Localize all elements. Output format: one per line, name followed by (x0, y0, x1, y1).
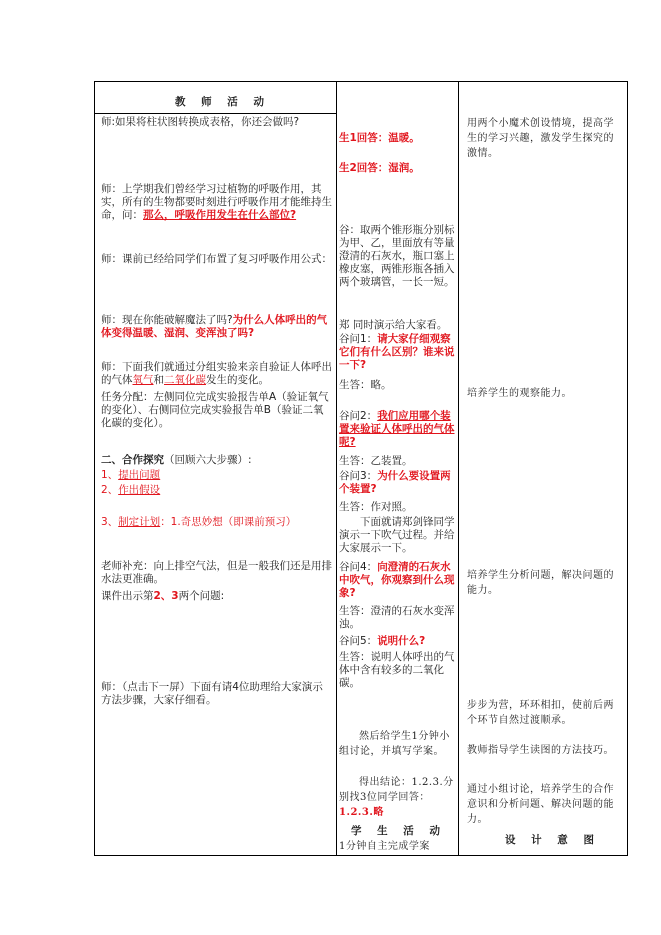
step-label: 作出假设 (118, 484, 161, 496)
step-number: 3、 (101, 516, 119, 528)
teacher-paragraph-magic (101, 314, 333, 340)
text: 师：现在你能破解魔法了吗? (101, 314, 233, 326)
student-activity-column (337, 82, 458, 855)
key-question: 那么，呼吸作用发生在什么部位? (143, 209, 297, 221)
step-label: 制定计划 (118, 516, 161, 528)
text: 老师补充：向上排空气法，但是一般我们还是用排水法更准确。 (101, 560, 332, 585)
question-numbers: 2、3 (153, 590, 179, 602)
key-question: 请大家仔细观察它们有什么区别？谁来说一下? (339, 333, 455, 371)
teacher-demo-intro (101, 681, 333, 707)
key-question: 说明什么? (377, 635, 426, 647)
design-note-3: 培养学生分析问题，解决问题的能力。 (467, 570, 614, 596)
student-answer-2: 生2回答：湿润。 (339, 162, 420, 174)
text: 得出结论：1.2.3.分别找3位同学回答： (339, 777, 454, 803)
student-answer-q2: 生答：乙装置。 (339, 455, 413, 467)
co2-text: 二氧化碳 (164, 374, 206, 386)
gu-demo-text: 谷：取两个锥形瓶分别标为甲、乙，里面放有等量澄清的石灰水，瓶口塞上橡皮塞，两锥形瓶各插入两个玻璃管，一长一短。 (339, 224, 455, 288)
courseware-questions (101, 590, 333, 603)
cooperative-inquiry (101, 454, 333, 467)
text: 发生的变化。 (206, 374, 269, 386)
design-note-5: 教师指导学生读图的方法技巧。 (467, 745, 614, 756)
lesson-table (94, 81, 628, 856)
zheng-blowing-demo: 下面就请郑剑锋同学演示一下吹气过程。并给大家展示一下。 (339, 516, 455, 554)
text: 师：（点击下一屏）下面有请4位助理给大家演示方法步骤，大家仔细看。 (101, 681, 323, 706)
student-answer-q1: 生答：略。 (339, 379, 392, 391)
teacher-supplement (101, 560, 333, 586)
gu-question-3 (339, 470, 455, 496)
key-question: 为什么要设置两个装置? (339, 470, 451, 495)
text: 师：上学期我们曾经学习过植物的呼吸作用，其实，所有的生物都要时刻进行呼吸作用才能维持生命，问： (101, 183, 332, 221)
zheng-demo-text: 郑 同时演示给大家看。 (339, 319, 448, 331)
gu-question-1 (339, 333, 455, 372)
text: 谷问3： (339, 470, 378, 482)
text: 师:如果将柱状图转换成表格，你还会做吗? (101, 116, 300, 128)
student-answer-q3: 生答：作对照。 (339, 501, 413, 513)
step-number: 2、 (101, 484, 119, 496)
key-question: 为什么人体呼出的气体变得温暖、湿润、变浑浊了吗? (101, 314, 328, 339)
text: 师：下面我们就通过分组实验来亲自验证人体呼出的气体 (101, 361, 332, 386)
step-number: 1、 (101, 469, 119, 481)
task-assignment (101, 391, 333, 430)
text: （回顾六大步骤）: (164, 454, 252, 466)
oxygen-text: 氧气 (132, 374, 154, 386)
text: 师：课前已经给同学们布置了复习呼吸作用公式： (101, 253, 332, 265)
conclusion (339, 775, 457, 820)
step-2 (101, 484, 160, 497)
group-discussion: 然后给学生1分钟小组讨论，并填写学案。 (339, 731, 450, 757)
design-note-6: 通过小组讨论，培养学生的合作意识和分析问题、解决问题的能力。 (467, 784, 614, 825)
text: 谷问5： (339, 635, 378, 647)
teacher-activity-column (95, 82, 336, 855)
gu-question-4 (339, 561, 455, 600)
teacher-activity-header: 教 师 活 动 (175, 96, 270, 108)
text: 课件出示第 (101, 590, 154, 602)
text: 任务分配：左侧同位完成实验报告单A（验证氧气的变化）、右侧同位完成实验报告单B（验证二氧化碳的变化）。 (101, 391, 329, 429)
student-activity-header: 学 生 活 动 (351, 825, 446, 837)
design-intent-column (459, 82, 629, 855)
design-intent-header: 设 计 意 图 (505, 834, 600, 846)
text: 谷问1： (339, 333, 378, 345)
teacher-paragraph-experiment (101, 361, 333, 387)
student-answer-1: 生1回答：温暖。 (339, 132, 420, 144)
student-answer-q5: 生答：说明人体呼出的气体中含有较多的二氧化碳。 (339, 651, 455, 689)
key-question: 我们应用哪个装置来验证人体呼出的气体呢? (339, 410, 455, 448)
design-note-4: 步步为营，环环相扣，使前后两个环节自然过渡顺承。 (467, 700, 614, 726)
key-question: 向澄清的石灰水中吹气，你观察到什么现象? (339, 561, 455, 599)
teacher-paragraph-respiration (101, 183, 333, 222)
text: 两个问题: (178, 590, 225, 602)
step-detail: ：1.奇思妙想（即课前预习） (160, 516, 297, 528)
text: 和 (153, 374, 164, 386)
teacher-question-1 (101, 116, 333, 129)
gu-question-5 (339, 635, 455, 648)
step-1 (101, 469, 160, 482)
step-label: 提出问题 (118, 469, 161, 481)
gu-question-2 (339, 410, 455, 449)
text: 谷问4： (339, 561, 378, 573)
text: 谷问2： (339, 410, 378, 422)
design-note-2: 培养学生的观察能力。 (467, 388, 572, 399)
student-last-task: 1分钟自主完成学案 (339, 841, 430, 852)
step-3 (101, 516, 333, 529)
design-note-1: 用两个小魔术创设情境，提高学生的学习兴趣，激发学生探究的激情。 (467, 118, 614, 159)
answer-summary: 1.2.3.略 (339, 807, 384, 818)
student-answer-q4: 生答：澄清的石灰水变浑浊。 (339, 605, 455, 630)
section-title: 二、合作探究 (101, 454, 164, 466)
teacher-paragraph-formula (101, 253, 333, 266)
